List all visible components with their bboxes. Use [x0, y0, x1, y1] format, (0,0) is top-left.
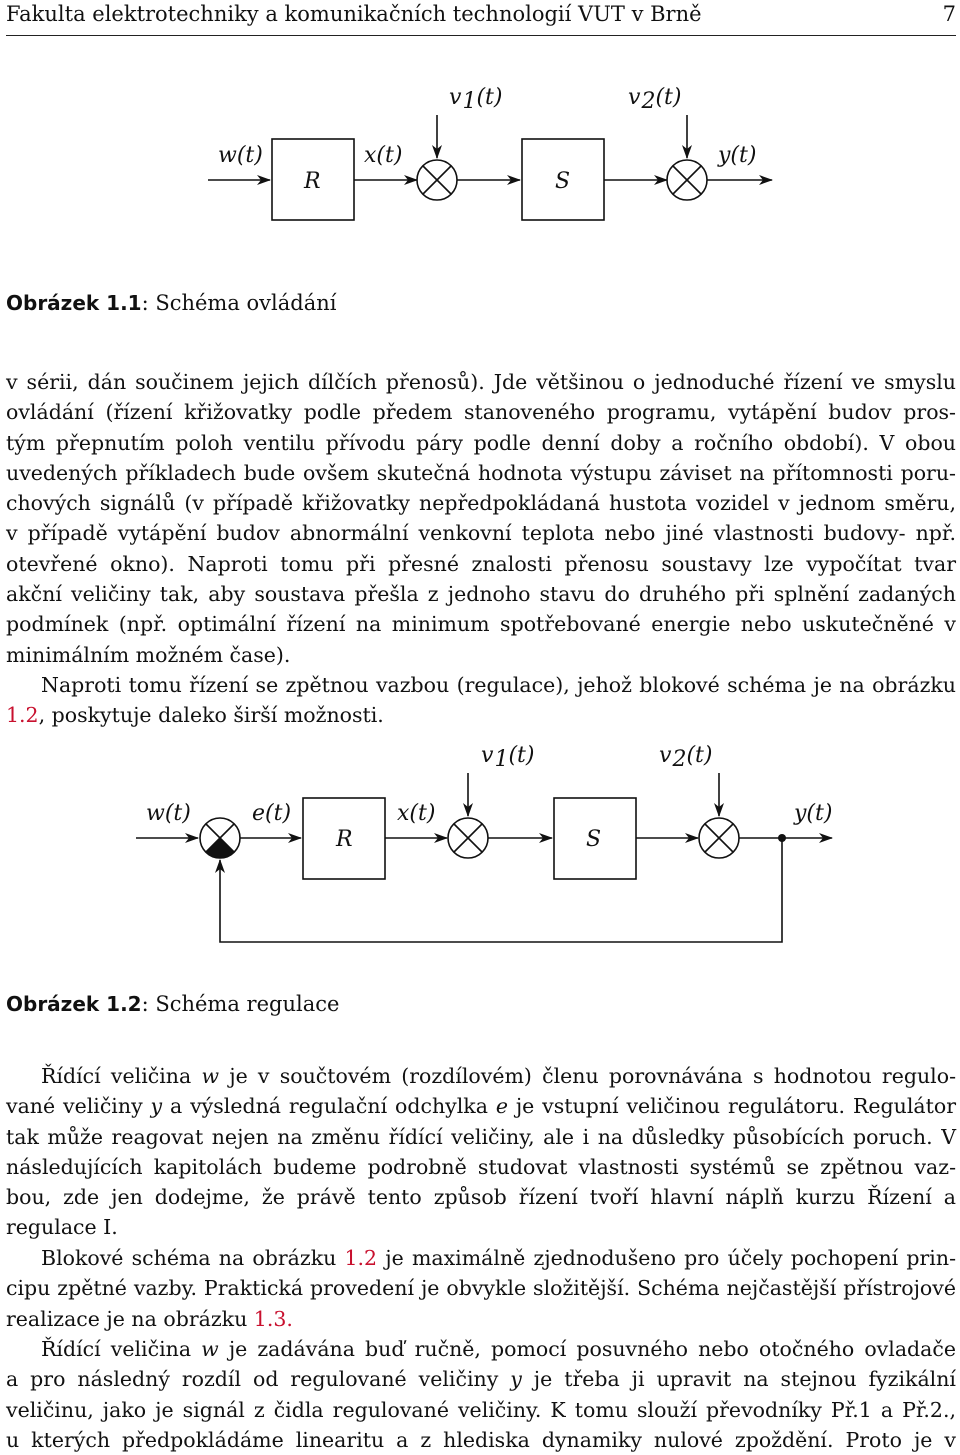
caption-label: Obrázek 1.1: [6, 291, 142, 315]
figure-ref-link[interactable]: 1.2: [344, 1246, 378, 1270]
text-line: realizace je na obrázku 1.3.: [6, 1306, 293, 1331]
label-x: x(t): [397, 801, 436, 826]
label-v1: v1(t): [481, 743, 535, 772]
header-rule: [6, 35, 956, 36]
text-line: 1.2, poskytuje daleko širší možnosti.: [6, 703, 384, 728]
figure-1-2-diagram: [0, 735, 960, 950]
text-line: minimálním možném čase).: [6, 642, 291, 667]
label-S: S: [586, 827, 602, 852]
label-R: R: [336, 827, 353, 852]
text-line: veličinu, jako je signál z čidla regulované veličiny. K tomu slouží převodníky Př.1 a Př.2.,: [6, 1397, 956, 1422]
caption-text: : Schéma ovládání: [141, 291, 337, 315]
text-line: akční veličiny tak, aby soustava přešla z jednoho stavu do druhého při splnění zadaných: [6, 582, 956, 607]
text-line: Řídící veličina w je v součtovém (rozdílovém) členu porovnávána s hodnotou regulo-: [41, 1064, 956, 1088]
caption-text: : Schéma regulace: [141, 992, 340, 1016]
text-line: Naproti tomu řízení se zpětnou vazbou (regulace), jehož blokové schéma je na obrázku: [41, 673, 956, 697]
text-line: Řídící veličina w je zadávána buď ručně, pomocí posuvného nebo otočného ovladače: [41, 1337, 956, 1361]
page-number: 7: [942, 2, 956, 26]
header-title: Fakulta elektrotechniky a komunikačních technologií VUT v Brně: [6, 2, 702, 26]
label-w: w(t): [146, 801, 191, 826]
paragraph-2: [6, 670, 956, 731]
text-line: cipu zpětné vazby. Praktická provedení je obvykle složitější. Schéma nejčastější přístrojové: [6, 1276, 956, 1301]
text-line: v případě vytápění budov abnormální venkovní teplota nebo jiné vlastnosti budovy- npř.: [6, 521, 956, 546]
feedback-path: [220, 838, 782, 942]
figure-1-1-diagram: [0, 60, 960, 250]
text-line: vané veličiny y a výsledná regulační odchylka e je vstupní veličinou regulátoru. Regulátor: [6, 1094, 956, 1119]
text-line: uvedených příkladech bude ovšem skutečná hodnota výstupu záviset na přítomnosti poru-: [6, 460, 956, 485]
paragraph-5: [6, 1334, 956, 1455]
label-v2: v2(t): [628, 85, 682, 114]
text-line: podmínek (npř. optimální řízení na minimum spotřebované energie nebo uskutečněné v: [6, 612, 956, 637]
figure-ref-link[interactable]: 1.3.: [253, 1306, 293, 1331]
paragraph-4: [6, 1243, 956, 1334]
label-R: R: [304, 169, 321, 194]
figure-1-2-caption: [6, 992, 339, 1016]
text-line: tým přepnutím poloh ventilu přívodu páry podle denní doby a ročního období). V obou: [6, 430, 956, 455]
figure-ref-link[interactable]: 1.2: [6, 703, 39, 728]
text-line: u kterých předpokládáme linearitu a z hlediska dynamiky nulové zpoždění. Proto je v: [6, 1427, 956, 1452]
label-e: e(t): [252, 801, 292, 826]
label-w: w(t): [218, 143, 263, 168]
label-v2: v2(t): [659, 743, 713, 772]
text-line: chových signálů (v případě křižovatky nepředpokládaná hustota vozidel v jednom směru,: [6, 491, 956, 516]
paragraph-3: [6, 1061, 956, 1243]
label-v1: v1(t): [449, 85, 503, 114]
caption-label: Obrázek 1.2: [6, 992, 142, 1016]
text-line: ovládání (řízení křižovatky podle předem stanoveného programu, vytápění budov pros-: [6, 400, 956, 425]
text-line: následujících kapitolách budeme podrobně studovat vlastnosti systémů se zpětnou vaz-: [6, 1154, 956, 1179]
text-line: a pro následný rozdíl od regulované veličiny y je třeba ji upravit na stejnou fyzikální: [6, 1367, 956, 1392]
label-S: S: [555, 169, 571, 194]
label-x: x(t): [364, 143, 403, 168]
page-header: [6, 2, 956, 30]
text-line: Blokové schéma na obrázku 1.2 je maximálně zjednodušeno pro účely pochopení prin-: [41, 1246, 956, 1270]
text-line: bou, zde jen dodejme, že právě tento způsob řízení tvoří hlavní náplň kurzu Řízení a: [6, 1185, 956, 1210]
text-line: tak může reagovat nejen na změnu řídící veličiny, ale i na důsledky působících poruch. V: [6, 1124, 956, 1149]
paragraph-1: [6, 367, 956, 670]
text-line: otevřené okno). Naproti tomu při přesné znalosti přenosu soustavy lze vypočítat tvar: [6, 551, 956, 576]
figure-1-1-caption: [6, 291, 336, 315]
label-y: y(t): [718, 143, 757, 168]
text-line: regulace I.: [6, 1215, 118, 1240]
label-y: y(t): [794, 801, 833, 826]
text-line: v sérii, dán součinem jejich dílčích přenosů). Jde většinou o jednoduché řízení ve smyslu: [6, 370, 956, 394]
